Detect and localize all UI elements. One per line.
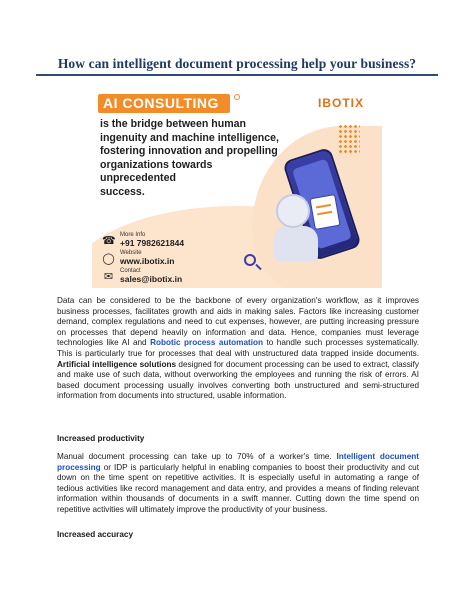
tagline-line: is the bridge between human — [100, 118, 246, 130]
ibotix-logo: IBOTIX — [318, 96, 365, 110]
robot-body — [274, 226, 318, 262]
registered-mark-icon — [234, 94, 240, 100]
paragraph-text: designed for document processing can be used to extract, classify and make use of such data, without overworking the employees and running the risk of errors. AI based document processing usually involves converting both unstructured and semi-structured information from documents into structured, usable information. — [57, 359, 419, 401]
heading-increased-productivity: Increased productivity — [57, 434, 145, 443]
paragraph-text: or IDP is particularly helpful in enabling companies to boost their productivity and cut down on the time spent on repetitive activities. It is especially useful in automating a range of tedious activities like record management and data entry, and provides a means of finding relevant information within thousands of documents in a swift manner. Cutting down the time spend on repetitive activities will ultimately improve the productivity of your business. — [57, 462, 419, 514]
paragraph-text: to handle such processes systematically. This is particularly true for processes that deal with unstructured data trapped inside documents. — [57, 338, 419, 358]
title-underline — [36, 74, 438, 76]
magnifier-icon — [244, 254, 256, 266]
contact-value[interactable]: www.ibotix.in — [120, 256, 175, 266]
paragraph-text: Manual document processing can take up to 70% of a worker's time. — [57, 452, 337, 461]
robotic-process-automation-link[interactable]: Robotic process automation — [150, 338, 264, 348]
intro-paragraph — [57, 296, 419, 402]
heading-increased-accuracy: Increased accuracy — [57, 530, 134, 539]
contact-value: +91 7982621844 — [120, 238, 185, 248]
mail-icon: ✉ — [103, 271, 114, 283]
tagline-line: ingenuity and machine intelligence, — [100, 131, 279, 144]
banner-tagline — [100, 118, 300, 200]
ai-consulting-badge: AI CONSULTING — [98, 94, 230, 113]
intelligent-document-processing-link[interactable]: Intelligent document processing — [57, 452, 419, 472]
globe-icon: ◯ — [102, 253, 115, 265]
robot-head — [276, 194, 310, 228]
ai-solutions-bold-text: Artificial intelligence solutions — [57, 359, 177, 369]
page-title: How can intelligent document processing help your business? — [57, 56, 417, 71]
contact-value[interactable]: sales@ibotix.in — [120, 274, 183, 284]
contact-label: Website — [120, 250, 142, 256]
productivity-paragraph — [57, 452, 419, 516]
phone-icon: ☎ — [102, 235, 116, 247]
tagline-line: unprecedented — [100, 172, 176, 185]
contact-label: Contact — [120, 268, 141, 274]
dot-grid-decoration — [338, 124, 360, 154]
tagline-line: success. — [100, 185, 145, 198]
document-icon — [309, 194, 340, 230]
ai-consulting-banner — [92, 86, 382, 288]
tagline-line: organizations towards — [100, 158, 213, 171]
tagline-line: fostering innovation and propelling — [100, 145, 278, 158]
paragraph-text: Data can be considered to be the backbone of every organization's workflow, as it improves business processes, facilitates growth and aids in making sales. Factors like increasing customer demand, complex regulations and need to cut expenses, however, are putting increasing pressure on processes that depend heavily on information and data. Hence, companies must leverage technologies like AI and — [57, 296, 419, 348]
contact-label: More Info — [120, 232, 146, 238]
